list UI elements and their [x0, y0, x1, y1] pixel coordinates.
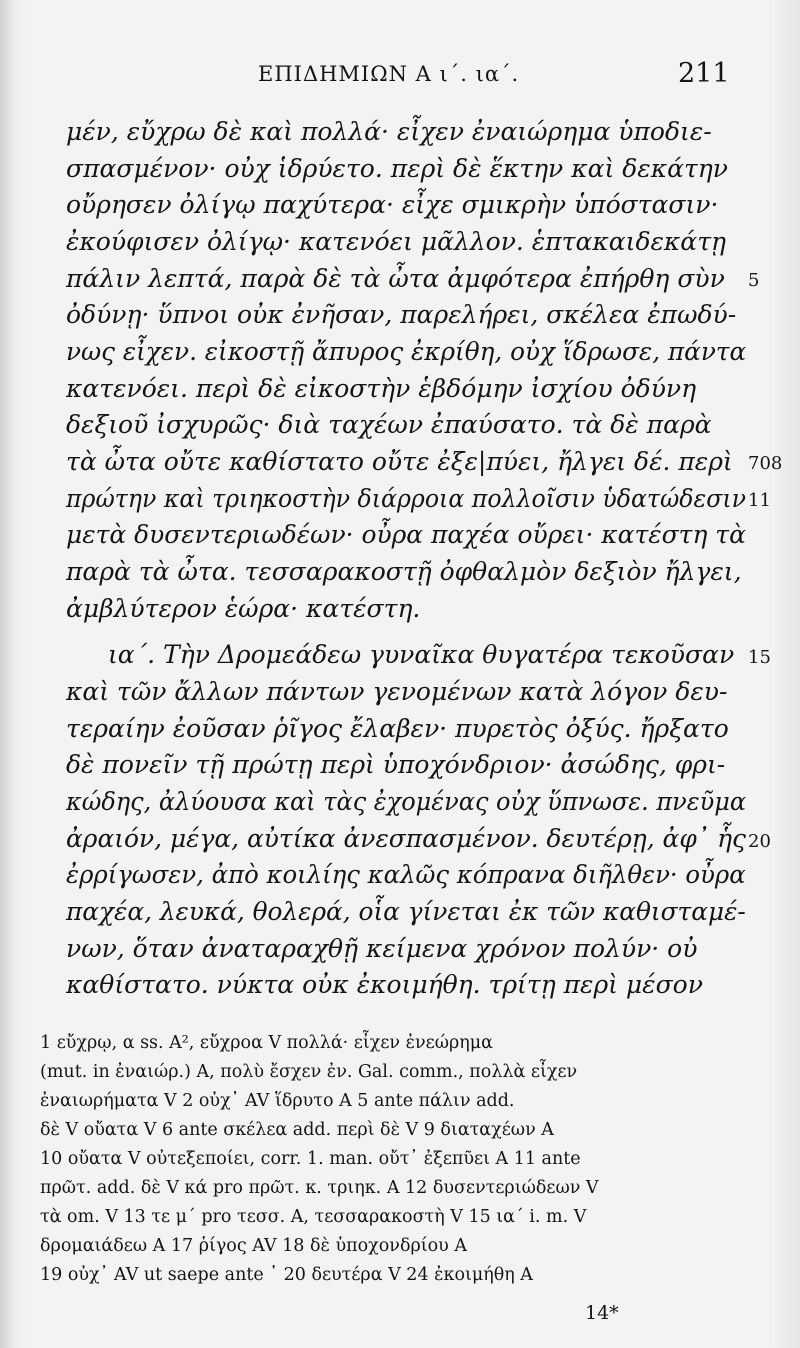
footnote-line: 1 εὔχρῳ, α ss. A², εὔχροα V πολλά· εἶχεν ἐνεώρημα — [40, 1033, 493, 1053]
signature-mark: 14* — [585, 1302, 619, 1324]
chapter-start-line: ια΄. Τὴν Δρομεάδεω γυναῖκα θυγατέρα τεκοῦσαν — [108, 640, 735, 669]
line-number: 20 — [748, 831, 771, 852]
text-line: κώδης, ἀλύουσα καὶ τὰς ἐχομένας οὐχ ὕπνωσε. πνεῦμα — [66, 787, 747, 816]
line-number: 708 — [748, 453, 783, 474]
text-line: ἐκούφισεν ὀλίγῳ· κατενόει μᾶλλον. ἑπτακαιδεκάτῃ — [66, 227, 726, 256]
footnote-line: δρομαιάδεω A 17 ῥίγος AV 18 δὲ ὑποχονδρίου A — [40, 1236, 468, 1256]
text-line: καθίστατο. νύκτα οὐκ ἐκοιμήθη. τρίτῃ περὶ μέσον — [66, 970, 703, 999]
text-line: ὀδύνῃ· ὕπνοι οὐκ ἐνῆσαν, παρελήρει, σκέλεα ἐπωδύ- — [66, 300, 737, 329]
text-line: πρώτην καὶ τριηκοστὴν διάρροια πολλοῖσιν ὑδατώδεσιν — [66, 484, 746, 513]
text-line: ἐρρίγωσεν, ἀπὸ κοιλίης καλῶς κόπρανα διῆλθεν· οὖρα — [66, 860, 746, 889]
text-line: τεραίην ἐοῦσαν ῥῖγος ἔλαβεν· πυρετὸς ὀξύς. ἤρξατο — [66, 714, 729, 743]
footnote-line: (mut. in ἐναιώρ.) A, πολὺ ἔσχεν ἐν. Gal. comm., πολλὰ εἶχεν — [40, 1062, 578, 1082]
footnote-line: πρῶτ. add. δὲ V κά pro πρῶτ. κ. τριηκ. A 12 δυσεντεριώδεων V — [40, 1178, 599, 1198]
footnote-line: 19 οὐχ᾽ AV ut saepe ante ῾ 20 δευτέρα V 24 ἐκοιμήθη A — [40, 1265, 533, 1285]
text-line: νως εἶχεν. εἰκοστῇ ἄπυρος ἐκρίθη, οὐχ ἵδρωσε, πάντα — [66, 337, 747, 366]
line-number: 11 — [748, 490, 771, 511]
line-number: 15 — [748, 647, 771, 668]
text-line: νων, ὅταν ἀναταραχθῇ κείμενα χρόνον πολύν· οὐ — [66, 934, 698, 963]
running-title: ΕΠΙΔΗΜΙΩΝ Α ι΄. ια΄. — [258, 62, 520, 86]
text-line: τὰ ὦτα οὔτε καθίστατο οὔτε ἐξε|πύει, ἤλγει δέ. περὶ — [66, 447, 733, 476]
text-line: δεξιοῦ ἰσχυρῶς· διὰ ταχέων ἐπαύσατο. τὰ δὲ παρὰ — [66, 410, 712, 439]
line-number: 5 — [748, 270, 760, 291]
footnote-line: 10 οὔατα V οὐτεξεποίει, corr. 1. man. οὔτ᾽ ἐξεπῦει A 11 ante — [40, 1149, 581, 1169]
text-line: δὲ πονεῖν τῇ πρώτῃ περὶ ὑποχόνδριον· ἀσώδης, φρι- — [66, 750, 726, 779]
text-line: παρὰ τὰ ὦτα. τεσσαρακοστῇ ὀφθαλμὸν δεξιὸν ἤλγει, — [66, 557, 742, 586]
footnote-line: δὲ V οὔατα V 6 ante σκέλεα add. περὶ δὲ V 9 διαταχέων A — [40, 1120, 554, 1140]
text-line: μέν, εὔχρω δὲ καὶ πολλά· εἶχεν ἐναιώρημα ὑποδιε- — [66, 117, 712, 146]
footnote-line: τὰ om. V 13 τε μ΄ pro τεσσ. A, τεσσαρακοστὴ V 15 ια΄ i. m. V — [40, 1207, 587, 1227]
running-header — [0, 58, 800, 98]
text-line: ἀμβλύτερον ἑώρα· κατέστη. — [66, 594, 421, 623]
text-line: οὔρησεν ὀλίγῳ παχύτερα· εἶχε σμικρὴν ὑπόστασιν· — [66, 190, 719, 219]
text-line: σπασμένον· οὐχ ἱδρύετο. περὶ δὲ ἕκτην καὶ δεκάτην — [66, 154, 728, 183]
page-number: 211 — [678, 58, 730, 89]
text-line: ἀραιόν, μέγα, αὐτίκα ἀνεσπασμένον. δευτέρῃ, ἀφ᾽ ἧς — [66, 824, 746, 853]
text-line: πάλιν λεπτά, παρὰ δὲ τὰ ὦτα ἀμφότερα ἐπήρθη σὺν — [66, 264, 725, 293]
footnote-line: ἐναιωρήματα V 2 οὐχ᾽ AV ἵδρυτο A 5 ante πάλιν add. — [40, 1091, 515, 1111]
text-line: καὶ τῶν ἄλλων πάντων γενομένων κατὰ λόγον δευ- — [66, 677, 728, 706]
text-line: μετὰ δυσεντεριωδέων· οὖρα παχέα οὔρει· κατέστη τὰ — [66, 520, 746, 549]
text-line: κατενόει. περὶ δὲ εἰκοστὴν ἑβδόμην ἰσχίου ὀδύνη — [66, 374, 697, 403]
text-line: παχέα, λευκά, θολερά, οἷα γίνεται ἐκ τῶν καθισταμέ- — [66, 897, 746, 926]
